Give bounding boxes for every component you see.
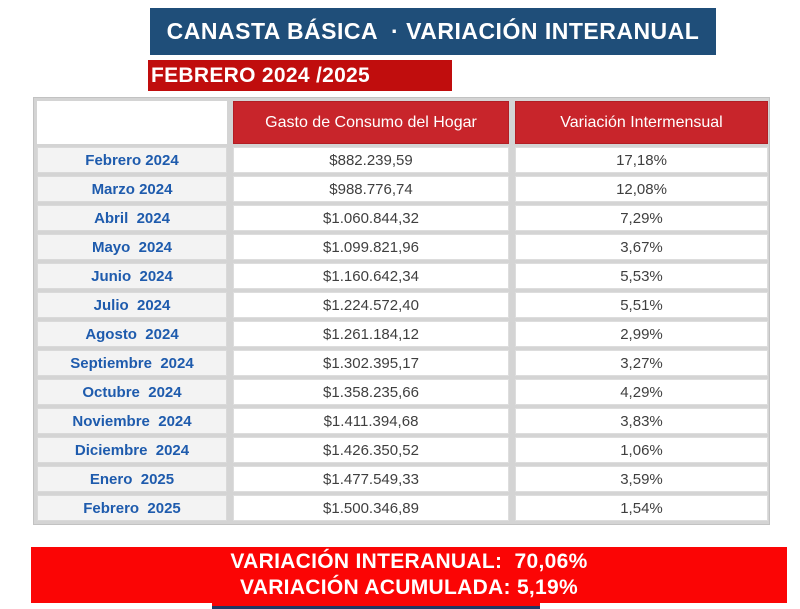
- table-row: [37, 234, 766, 260]
- variacion-cell: 3,59%: [515, 466, 768, 492]
- table-row: [37, 437, 766, 463]
- variacion-cell: 3,27%: [515, 350, 768, 376]
- table-row: [37, 466, 766, 492]
- footer-banner: [31, 547, 787, 603]
- gasto-cell: $1.060.844,32: [233, 205, 509, 231]
- variacion-cell: 17,18%: [515, 147, 768, 173]
- gasto-cell: $1.099.821,96: [233, 234, 509, 260]
- variacion-cell: 5,53%: [515, 263, 768, 289]
- variacion-cell: 5,51%: [515, 292, 768, 318]
- month-cell: Febrero 2024: [37, 147, 227, 173]
- month-cell: Septiembre 2024: [37, 350, 227, 376]
- variacion-acumulada-text: VARIACIÓN ACUMULADA: 5,19%: [240, 576, 578, 599]
- table-row: [37, 292, 766, 318]
- gasto-cell: $1.261.184,12: [233, 321, 509, 347]
- table-body: [37, 147, 766, 521]
- table-row: [37, 379, 766, 405]
- subtitle-text: FEBRERO 2024 /2025: [151, 63, 371, 87]
- month-cell: Diciembre 2024: [37, 437, 227, 463]
- table-row: [37, 321, 766, 347]
- gasto-cell: $1.358.235,66: [233, 379, 509, 405]
- table-row: [37, 495, 766, 521]
- gasto-cell: $1.500.346,89: [233, 495, 509, 521]
- gasto-cell: $1.411.394,68: [233, 408, 509, 434]
- gasto-cell: $1.426.350,52: [233, 437, 509, 463]
- column-header-gasto: Gasto de Consumo del Hogar: [233, 101, 509, 144]
- gasto-cell: $1.302.395,17: [233, 350, 509, 376]
- table-row: [37, 350, 766, 376]
- month-cell: Mayo 2024: [37, 234, 227, 260]
- month-cell: Octubre 2024: [37, 379, 227, 405]
- variacion-interanual-text: VARIACIÓN INTERANUAL: 70,06%: [230, 550, 588, 573]
- table-row: [37, 147, 766, 173]
- variacion-cell: 12,08%: [515, 176, 768, 202]
- variacion-cell: 2,99%: [515, 321, 768, 347]
- column-header-variacion: Variación Intermensual: [515, 101, 768, 144]
- table-row: [37, 205, 766, 231]
- variacion-cell: 3,67%: [515, 234, 768, 260]
- month-cell: Julio 2024: [37, 292, 227, 318]
- table-row: [37, 408, 766, 434]
- month-cell: Abril 2024: [37, 205, 227, 231]
- month-cell: Febrero 2025: [37, 495, 227, 521]
- month-cell: Junio 2024: [37, 263, 227, 289]
- bottom-strip: [212, 600, 540, 609]
- gasto-cell: $1.224.572,40: [233, 292, 509, 318]
- table-corner-cell: [37, 101, 227, 144]
- data-table: [33, 97, 770, 525]
- page-title: CANASTA BÁSICA · VARIACIÓN INTERANUAL: [166, 18, 700, 44]
- month-cell: Agosto 2024: [37, 321, 227, 347]
- variacion-cell: 1,06%: [515, 437, 768, 463]
- variacion-cell: 1,54%: [515, 495, 768, 521]
- gasto-cell: $882.239,59: [233, 147, 509, 173]
- variacion-cell: 7,29%: [515, 205, 768, 231]
- month-cell: Noviembre 2024: [37, 408, 227, 434]
- table-row: [37, 263, 766, 289]
- variacion-cell: 3,83%: [515, 408, 768, 434]
- gasto-cell: $1.477.549,33: [233, 466, 509, 492]
- table-row: [37, 176, 766, 202]
- table-header-row: [37, 101, 766, 144]
- month-cell: Marzo 2024: [37, 176, 227, 202]
- title-bar: [150, 8, 716, 55]
- variacion-cell: 4,29%: [515, 379, 768, 405]
- subtitle-banner: [148, 60, 452, 91]
- gasto-cell: $1.160.642,34: [233, 263, 509, 289]
- month-cell: Enero 2025: [37, 466, 227, 492]
- gasto-cell: $988.776,74: [233, 176, 509, 202]
